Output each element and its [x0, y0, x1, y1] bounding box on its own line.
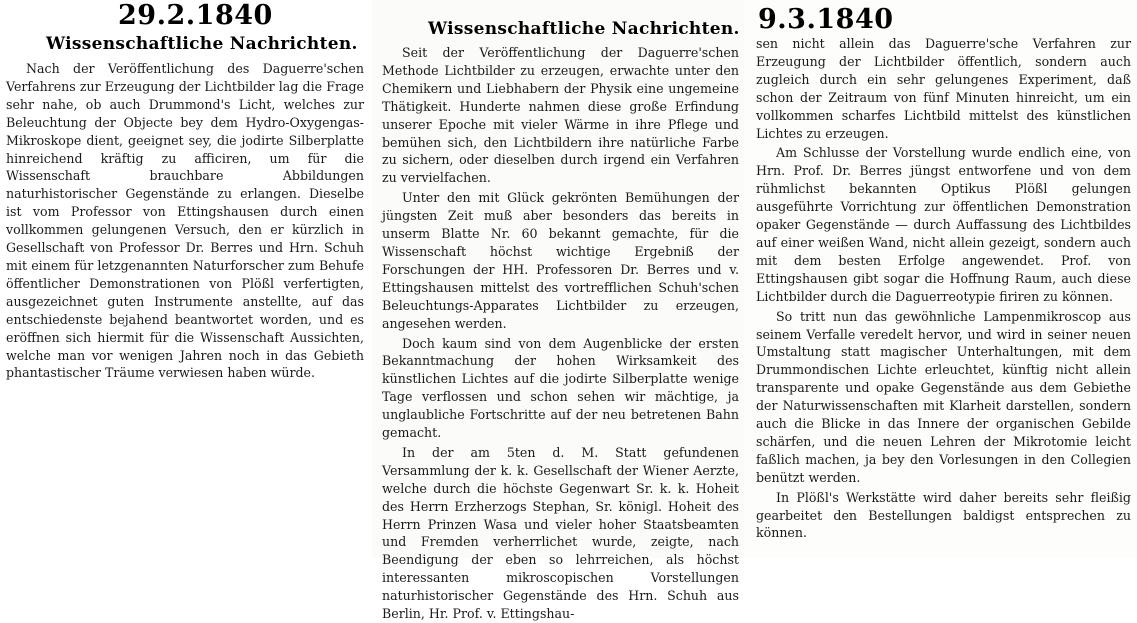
column3-paragraph [756, 144, 1131, 305]
column2-heading: Wissenschaftliche Nachrichten. [428, 19, 740, 39]
paragraph-text: So tritt nun das gewöhnliche Lampenmikroscop aus seinem Verfalle veredelt hervor, und wird in seiner neuen Umstaltung statt magischer Unterhaltungen, mit dem Drummondischen Lichte erleuchtet, künftig nicht allein transparente und opake Gegenstände aus dem Gebiethe der Naturwissenschaften mit Klarheit darstellen, sondern auch die Blicke in das Innere der organischen Gebilde schärfen, und die neuen Lehren der Mikrotomie leicht faßlich machen, ja bey den Vorlesungen in den Collegien benützt werden. [756, 308, 1131, 485]
column3-paragraph [756, 308, 1131, 487]
column1-heading: Wissenschaftliche Nachrichten. [46, 34, 358, 54]
column3-paragraph [756, 35, 1131, 142]
paragraph-text: In Plößl's Werkstätte wird daher bereits sehr fleißig gearbeitet den Bestellungen baldigst entsprechen zu können. [756, 489, 1131, 541]
date-label-right: 9.3.1840 [758, 4, 894, 35]
paragraph-text: Seit der Veröffentlichung der Daguerre'schen Methode Lichtbilder zu erzeugen, erwachte unter den Chemikern und Liebhabern der Physik eine ungemeine Thätigkeit. Hunderte nahmen diese große Erfindung unserer Epoche mit vieler Wärme in ihre Pflege und bemühen sich, den Lichtbildern ihre natürliche Farbe zu sichern, oder dieselben durch irgend ein Verfahren zu vervielfachen. [382, 45, 739, 186]
paragraph-text: Unter den mit Glück gekrönten Bemühungen der jüngsten Zeit muß aber besonders das bereits in unserm Blatte Nr. 60 bekannt gemachte, für die Wissenschaft höchst wichtige Ergebniß der Forschungen der HH. Professoren Dr. Berres und v. Ettingshausen mittelst des vortrefflichen Schuh'schen Beleuchtungs-Apparates Lichtbilder zu erzeugen, angesehen werden. [382, 190, 739, 331]
column1-paragraph [6, 60, 364, 382]
paragraph-text: Doch kaum sind von dem Augenblicke der ersten Bekanntmachung der hohen Wirksamkeit des künstlichen Lichtes auf die jodirte Silberplatte wenige Tage verflossen und schon sehen wir mächtige, ja unglaubliche Fortschritte auf der neu betretenen Bahn gemacht. [382, 335, 739, 441]
column1-body [6, 60, 364, 382]
column2-paragraph [382, 444, 739, 623]
paragraph-text: sen nicht allein das Daguerre'sche Verfahren zur Erzeugung der Lichtbilder öffentlich, sondern auch zugleich durch ein sehr gelungenes Experiment, daß schon der Zeitraum von fünf Minuten hinreicht, um ein vollkommen scharfes Lichtbild mittelst des künstlichen Lichtes zu erzeugen. [756, 36, 1131, 141]
column2-paragraph [382, 189, 739, 332]
column2-paragraph [382, 44, 739, 187]
date-label-left: 29.2.1840 [118, 0, 273, 31]
column2-body [382, 44, 739, 623]
column3-paragraph [756, 489, 1131, 543]
column-divider [366, 0, 372, 558]
paragraph-text: In der am 5ten d. M. Statt gefundenen Versammlung der k. k. Gesellschaft der Wiener Aerzte, welche durch die höchste Gegenwart Sr. k. k. Hoheit des Herrn Erzherzogs Stephan, Sr. königl. Hoheit des Herrn Prinzen Wasa und vieler hoher Staatsbeamten und Fremden verherrlichet wurde, zeigte, nach Beendigung der eben so lehrreichen, als höchst interessanten mikroscopischen Vorstellungen naturhistorischer Gegenstände des Hrn. Schuh aus Berlin, Hr. Prof. v. Ettingshau- [382, 444, 739, 622]
column3-body [756, 35, 1131, 542]
column2-paragraph [382, 335, 739, 442]
paragraph-text: Nach der Veröffentlichung des Daguerre'schen Verfahrens zur Erzeugung der Lichtbilder lag die Frage sehr nahe, ob auch Drummond's Licht, welches zur Beleuchtung der Objecte bey dem Hydro-Oxygengas-Mikroskope dient, geeignet sey, die jodirte Silberplatte hinreichend kräftig zu afficiren, um für die Wissenschaft brauchbare Abbildungen naturhistorischer Gegenstände zu erlangen. Dieselbe ist vom Professor von Ettingshausen durch einen vollkommen gelungenen Versuch, den er kürzlich in Gesellschaft von Professor Dr. Berres und Hrn. Schuh mit einem für letzgenannten Naturforscher zum Behufe öffentlicher Demonstrationen von Plößl verfertigten, ausgezeichnet guten Instrumente anstellte, auf das entschiedenste bejahend beantwortet worden, und es eröffnen sich hiermit für die Wissenschaft Aussichten, welche man vor wenigen Jahren noch in das Gebieth phantastischer Träume verwiesen haben würde. [6, 61, 364, 381]
paragraph-text: Am Schlusse der Vorstellung wurde endlich eine, von Hrn. Prof. Dr. Berres jüngst entworfene und von dem rühmlichst bekannten Optikus Plößl gelungen ausgeführte Vorrichtung zur öffentlichen Demonstration opaker Gegenstände — durch Auffassung des Lichtbildes auf einer weißen Wand, nicht allein gezeigt, sondern auch mit dem besten Erfolge angewendet. Prof. von Ettingshausen gibt sogar die Hoffnung Raum, auch diese Lichtbilder durch die Daguerreotypie firiren zu können. [756, 145, 1131, 304]
